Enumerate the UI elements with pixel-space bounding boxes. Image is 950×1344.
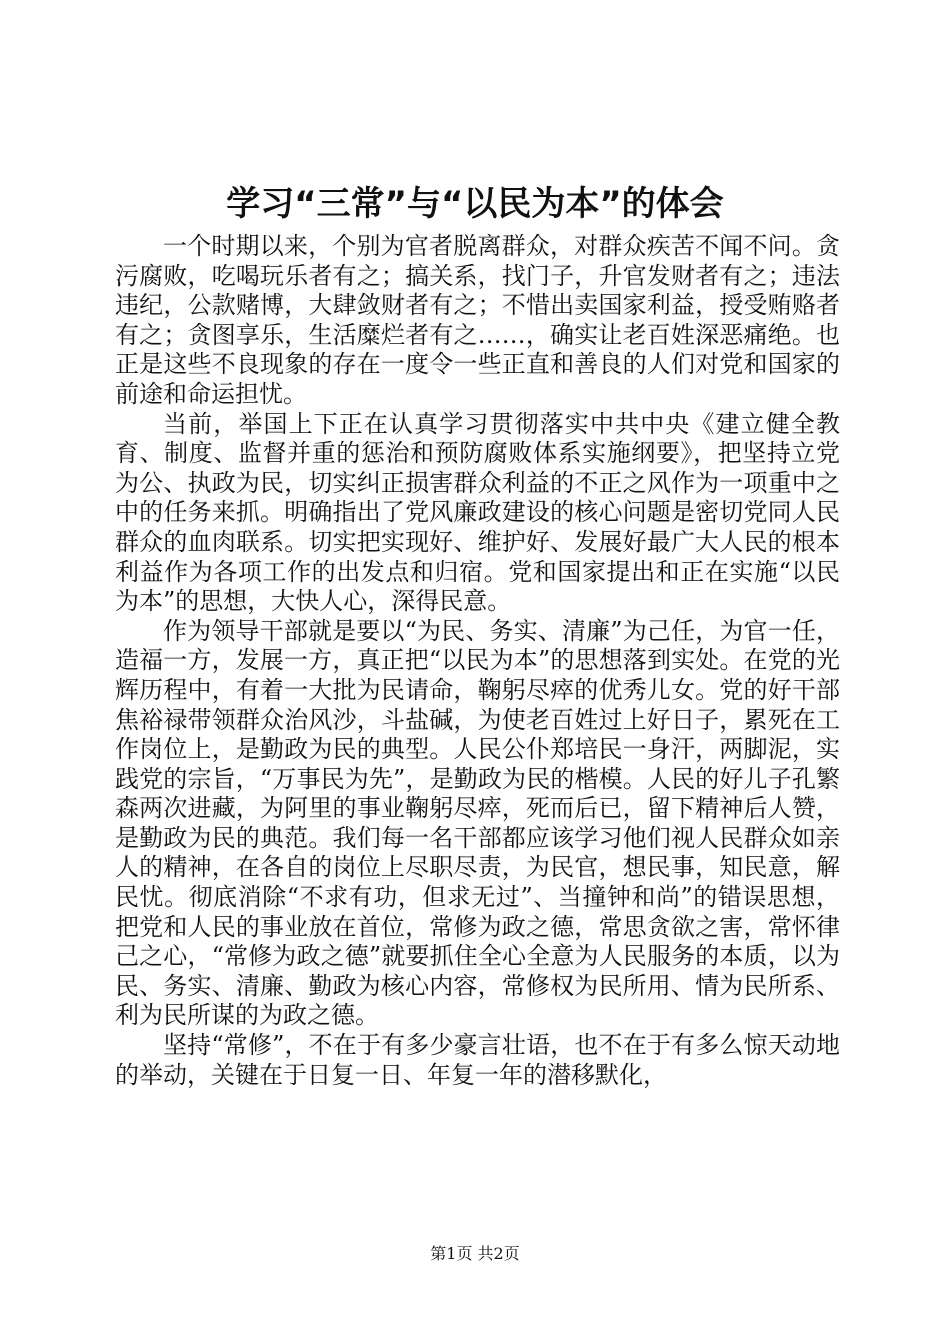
document-title: 学习“三常”与“以民为本”的体会 (226, 184, 724, 224)
document-body (115, 232, 840, 1090)
paragraph-4: 坚持“常修”，不在于有多少豪言壮语，也不在于有多么惊天动地的举动，关键在于日复一日、年复一年的潜移默化， (115, 1031, 840, 1089)
paragraph-2: 当前，举国上下正在认真学习贯彻落实中共中央《建立健全教育、制度、监督并重的惩治和预防腐败体系实施纲要》，把坚持立党为公、执政为民，切实纠正损害群众利益的不正之风作为一项重中之中的任务来抓。明确指出了党风廉政建设的核心问题是密切党同人民群众的血肉联系。切实把实现好、维护好、发展好最广大人民的根本利益作为各项工作的出发点和归宿。党和国家提出和正在实施“以民为本”的思想，大快人心，深得民意。 (115, 409, 840, 616)
paragraph-3: 作为领导干部就是要以“为民、务实、清廉”为己任，为官一任，造福一方，发展一方，真正把“以民为本”的思想落到实处。在党的光辉历程中，有着一大批为民请命，鞠躬尽瘁的优秀儿女。党的好干部焦裕禄带领群众治风沙，斗盐碱，为使老百姓过上好日子，累死在工作岗位上，是勤政为民的典型。人民公仆郑培民一身汗，两脚泥，实践党的宗旨，“万事民为先”，是勤政为民的楷模。人民的好儿子孔繁森两次进藏，为阿里的事业鞠躬尽瘁，死而后已，留下精神后人赞，是勤政为民的典范。我们每一名干部都应该学习他们视人民群众如亲人的精神，在各自的岗位上尽职尽责，为民官，想民事，知民意，解民忧。彻底消除“不求有功，但求无过”、当撞钟和尚”的错误思想，把党和人民的事业放在首位，常修为政之德，常思贪欲之害，常怀律己之心，“常修为政之德”就要抓住全心全意为人民服务的本质，以为民、务实、清廉、勤政为核心内容，常修权为民所用、情为民所系、利为民所谋的为政之德。 (115, 616, 840, 1030)
page-footer: 第1页 共2页 (430, 1244, 520, 1263)
paragraph-1: 一个时期以来，个别为官者脱离群众，对群众疾苦不闻不问。贪污腐败，吃喝玩乐者有之；搞关系，找门子，升官发财者有之；违法违纪，公款赌博，大肆敛财者有之；不惜出卖国家利益，授受贿赂者有之；贪图享乐，生活糜烂者有之……，确实让老百姓深恶痛绝。也正是这些不良现象的存在一度令一些正直和善良的人们对党和国家的前途和命运担忧。 (115, 232, 840, 408)
